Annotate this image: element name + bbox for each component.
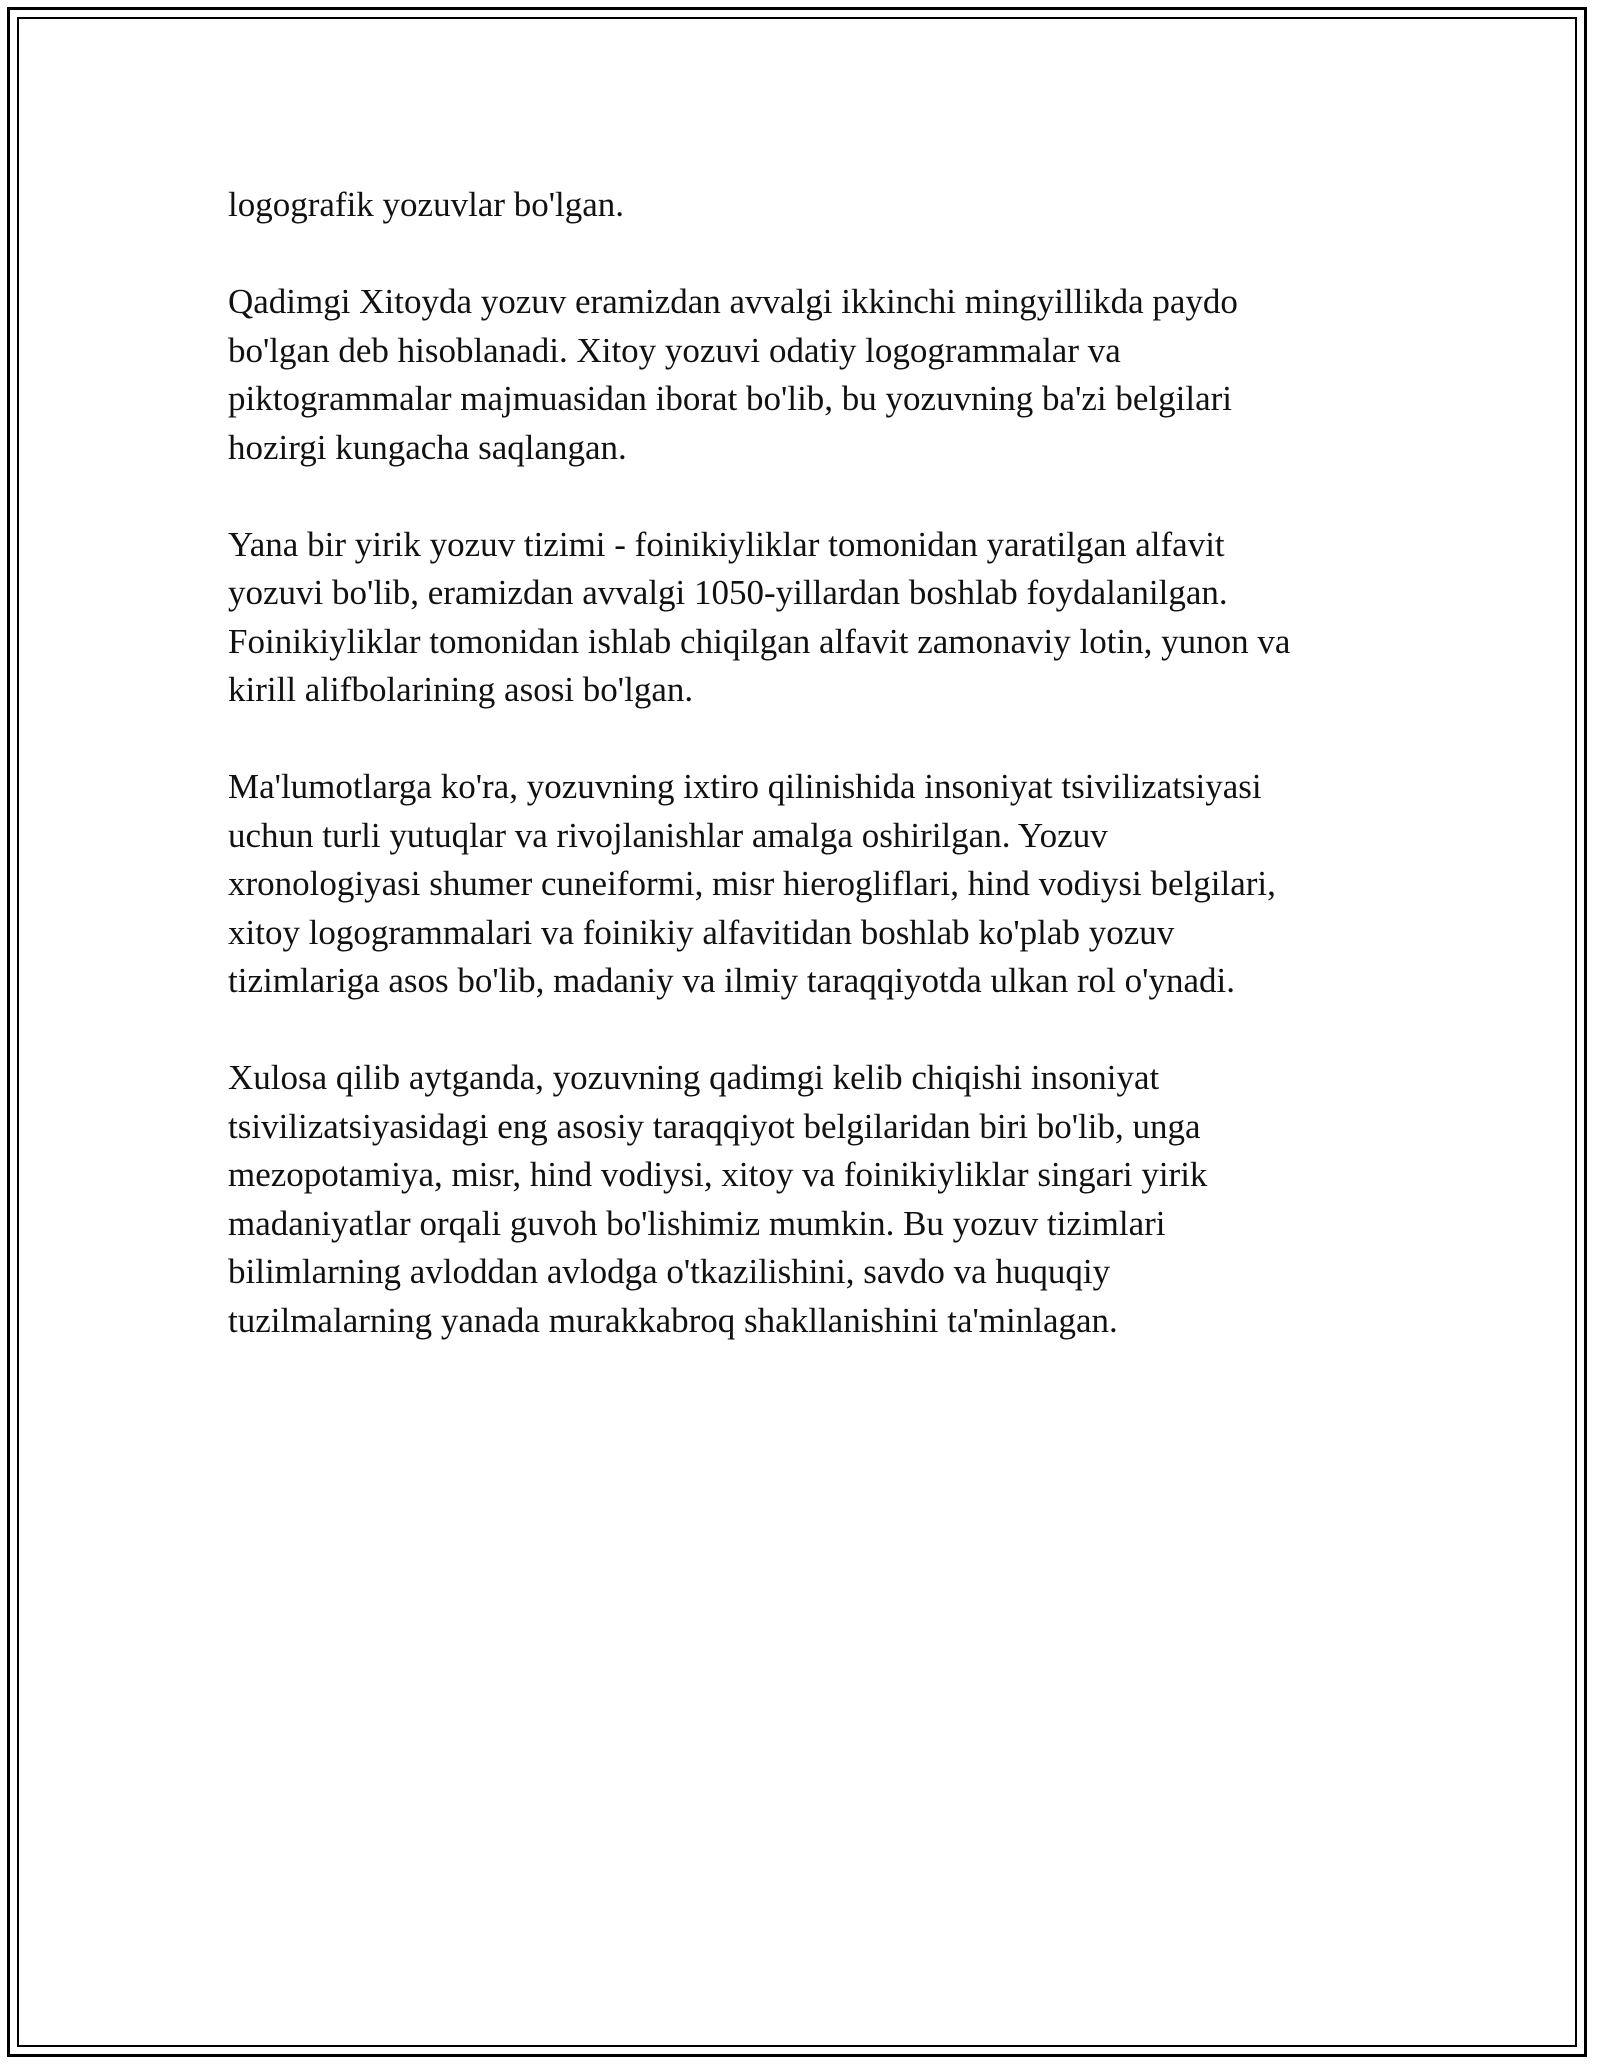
paragraph-1: logografik yozuvlar bo'lgan. bbox=[228, 185, 625, 224]
paragraph-3: Yana bir yirik yozuv tizimi - foinikiyliklar tomonidan yaratilgan alfavit yozuvi bo'lib, eramizdan avvalgi 1050-yillardan boshlab foydalanilgan. Foinikiyliklar tomonidan ishlab chiqilgan alfavit zamonaviy lotin, yunon va kirill alifbolarining asosi bo'lgan. bbox=[228, 524, 1291, 709]
paragraph-4: Ma'lumotlarga ko'ra, yozuvning ixtiro qilinishida insoniyat tsivilizatsiyasi uchun turli yutuqlar va rivojlanishlar amalga oshirilgan. Yozuv xronologiyasi shumer cuneiformi, misr hierogliflari, hind vodiysi belgilari, xitoy logogrammalari va foinikiy alfavitidan boshlab ko'plab yozuv tizimlariga asos bo'lib, madaniy va ilmiy taraqqiyotda ulkan rol o'ynadi. bbox=[228, 767, 1276, 1000]
document-body bbox=[228, 181, 1368, 1394]
paragraph-5: Xulosa qilib aytganda, yozuvning qadimgi kelib chiqishi insoniyat tsivilizatsiyasidagi eng asosiy taraqqiyot belgilaridan biri bo'lib, unga mezopotamiya, misr, hind vodiysi, xitoy va foinikiyliklar singari yirik madaniyatlar orqali guvoh bo'lishimiz mumkin. Bu yozuv tizimlari bilimlarning avloddan avlodga o'tkazilishini, savdo va huquqiy tuzilmalarning yanada murakkabroq shakllanishini ta'minlagan. bbox=[228, 1058, 1208, 1340]
paragraph-2: Qadimgi Xitoyda yozuv eramizdan avvalgi ikkinchi mingyillikda paydo bo'lgan deb hisoblanadi. Xitoy yozuvi odatiy logogrammalar va piktogrammalar majmuasidan iborat bo'lib, bu yozuvning ba'zi belgilari hozirgi kungacha saqlangan. bbox=[228, 282, 1238, 467]
